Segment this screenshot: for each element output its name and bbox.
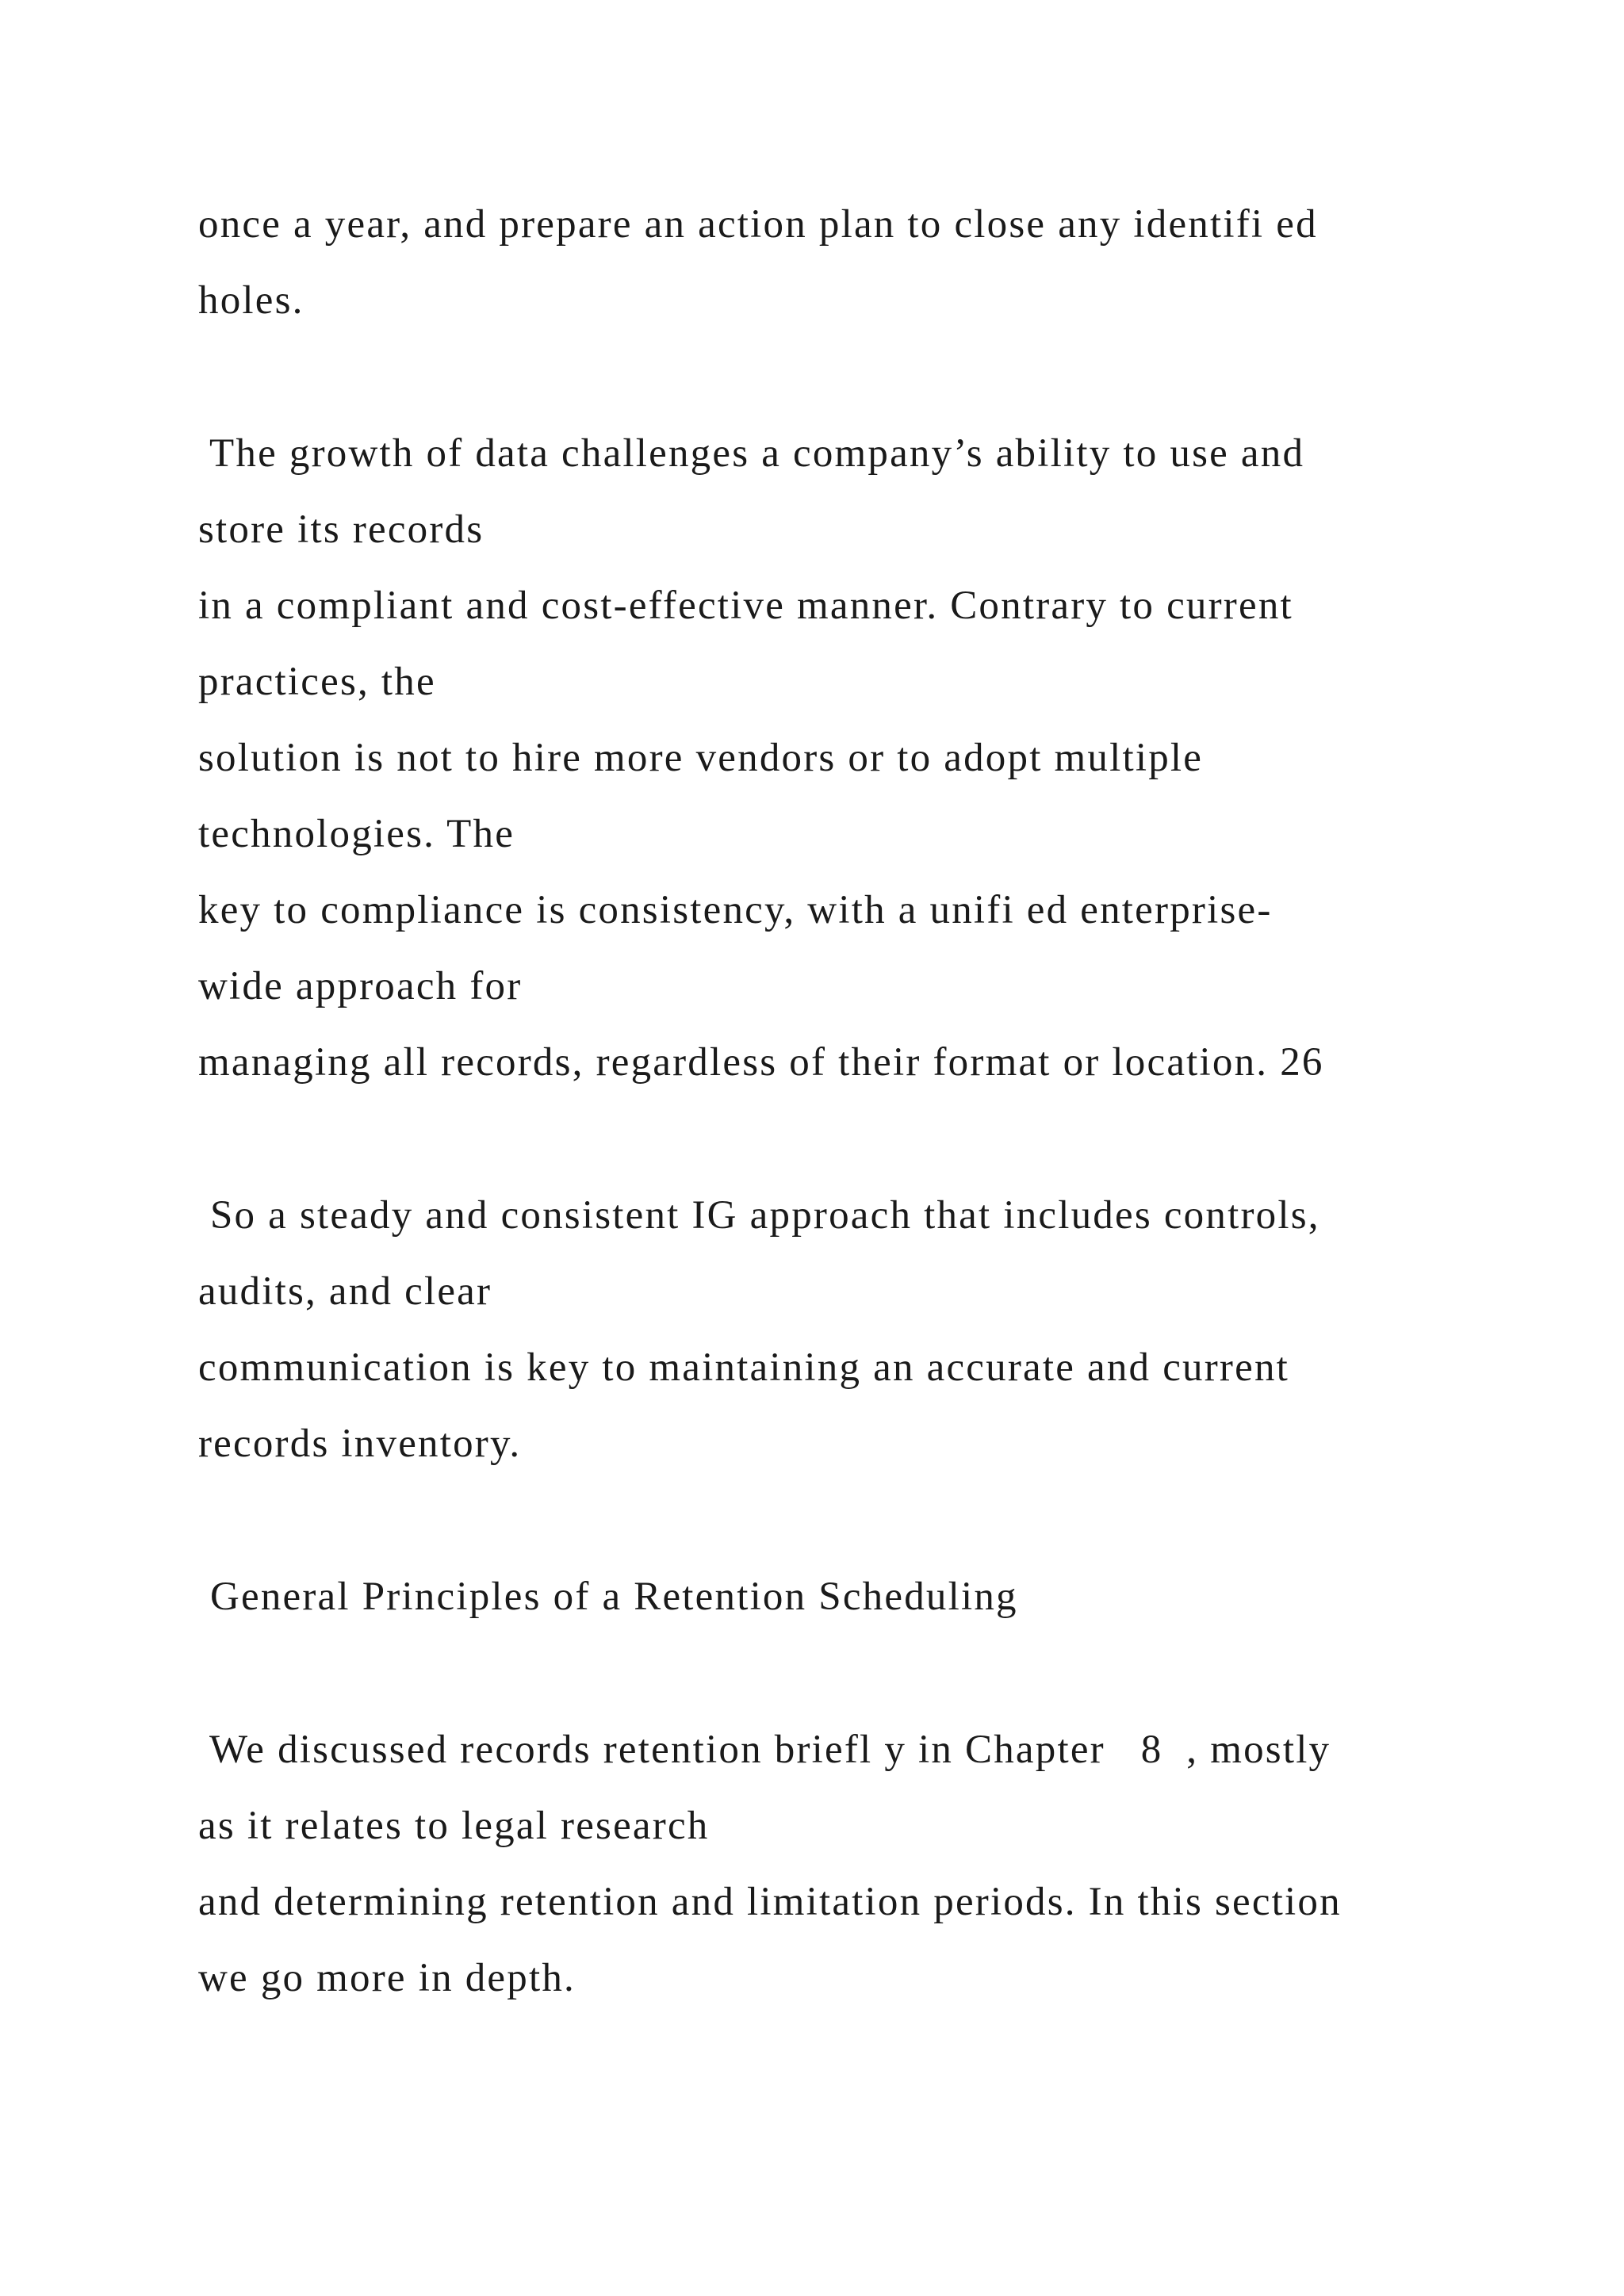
text-line: wide approach for (198, 964, 523, 1008)
text-line: managing all records, regardless of their format or location. 26 (198, 1040, 1324, 1085)
text-line: practices, the (198, 660, 436, 704)
text-line: and determining retention and limitation periods. In this section (198, 1880, 1342, 1924)
text-line: technologies. The (198, 812, 515, 856)
text-line: communication is key to maintaining an accurate and current (198, 1345, 1290, 1390)
text-line: once a year, and prepare an action plan to close any identifi ed (198, 202, 1318, 247)
text-line: records inventory. (198, 1422, 522, 1466)
text-line: store its records (198, 507, 485, 552)
text-line: solution is not to hire more vendors or to adopt multiple (198, 736, 1204, 780)
text-line: So a steady and consistent IG approach that includes controls, (198, 1193, 1320, 1238)
text-line: we go more in depth. (198, 1956, 576, 2000)
text-line: The growth of data challenges a company’s ability to use and (198, 431, 1305, 476)
text-line: in a compliant and cost-effective manner. Contrary to current (198, 584, 1293, 628)
text-line: holes. (198, 278, 304, 323)
text-line: as it relates to legal research (198, 1804, 710, 1848)
text-line: We discussed records retention briefl y in Chapter 8 , mostly (198, 1728, 1331, 1772)
section-heading: General Principles of a Retention Scheduling (198, 1575, 1018, 1619)
text-line: key to compliance is consistency, with a unifi ed enterprise- (198, 888, 1273, 932)
text-line: audits, and clear (198, 1269, 492, 1314)
